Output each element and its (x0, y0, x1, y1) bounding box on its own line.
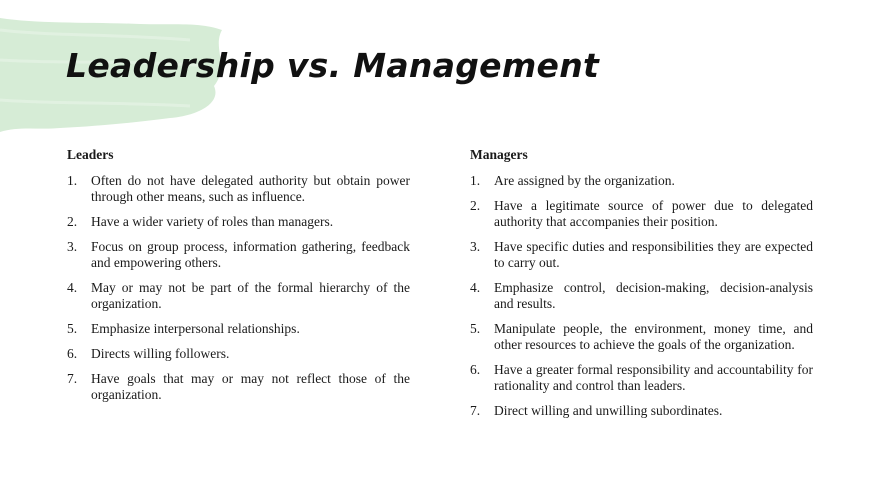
item-text: Emphasize control, decision-making, decision-analysis and results. (494, 280, 813, 311)
list-item (470, 280, 813, 312)
item-text: Focus on group process, information gathering, feedback and empowering others. (91, 239, 410, 270)
item-number: 3. (67, 239, 78, 254)
item-number: 4. (67, 280, 78, 295)
item-text: Directs willing followers. (91, 346, 230, 361)
list-item (67, 173, 410, 205)
leaders-heading: Leaders (67, 147, 114, 162)
leaders-list (67, 173, 410, 403)
item-text: Often do not have delegated authority but obtain power through other means, such as influence. (91, 173, 410, 204)
item-text: May or may not be part of the formal hierarchy of the organization. (91, 280, 410, 311)
item-number: 5. (67, 321, 78, 336)
item-number: 5. (470, 321, 481, 336)
list-item (67, 280, 410, 312)
list-item (470, 173, 813, 189)
managers-list (470, 173, 813, 419)
list-item (470, 239, 813, 271)
item-text: Are assigned by the organization. (494, 173, 675, 188)
item-text: Have goals that may or may not reflect those of the organization. (91, 371, 410, 402)
list-item (67, 321, 410, 337)
list-item (67, 214, 410, 230)
item-number: 1. (470, 173, 481, 188)
item-text: Manipulate people, the environment, money time, and other resources to achieve the goals of the organization. (494, 321, 813, 352)
list-item (470, 403, 813, 419)
item-number: 3. (470, 239, 481, 254)
list-item (470, 362, 813, 394)
list-item (67, 239, 410, 271)
item-number: 4. (470, 280, 481, 295)
list-item (67, 371, 410, 403)
managers-heading: Managers (470, 147, 528, 162)
list-item (67, 346, 410, 362)
leaders-column (67, 147, 410, 412)
item-text: Direct willing and unwilling subordinates. (494, 403, 723, 418)
list-item (470, 198, 813, 230)
item-number: 6. (67, 346, 78, 361)
item-number: 2. (470, 198, 481, 213)
item-text: Have a wider variety of roles than managers. (91, 214, 334, 229)
item-text: Have a greater formal responsibility and accountability for rationality and control than leaders. (494, 362, 813, 393)
item-number: 7. (67, 371, 78, 386)
slide-title: Leadership vs. Management (66, 46, 600, 85)
list-item (470, 321, 813, 353)
item-number: 6. (470, 362, 481, 377)
item-number: 7. (470, 403, 481, 418)
item-text: Emphasize interpersonal relationships. (91, 321, 300, 336)
item-number: 1. (67, 173, 78, 188)
item-number: 2. (67, 214, 78, 229)
item-text: Have a legitimate source of power due to delegated authority that accompanies their position. (494, 198, 813, 229)
item-text: Have specific duties and responsibilities they are expected to carry out. (494, 239, 813, 270)
managers-column (470, 147, 813, 428)
